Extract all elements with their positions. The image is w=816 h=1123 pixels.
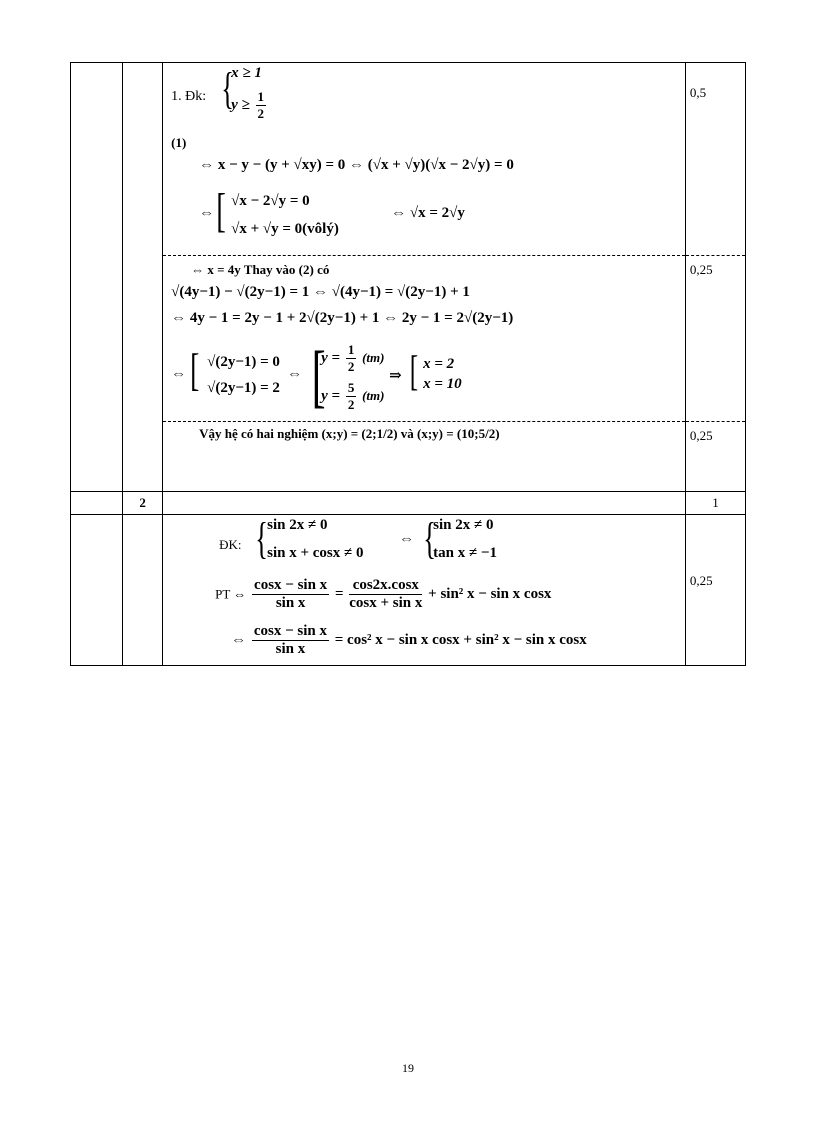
score-cell-1c: 0,25 (685, 422, 745, 492)
sys2a: sin 2x ≠ 0 (433, 517, 494, 533)
content-cell-3: ĐK: { sin 2x ≠ 0 sin x + cosx ≠ 0 ⇔ { sin 2x ≠ 0 tan x ≠ −1 PT ⇔ $\frac{\text{cosx − sin x}}{\text{sin x}}$ = $\frac{\cos 2x.\cos x}{\text{cosx + sin x}}$ + sin² x − sin x cosx ⇔ $\frac{\text{cosx − sin x}}{\text{sin x}}$ = cos² x − sin x cosx + sin² x − sin x cosx (163, 515, 686, 666)
equation-line-1: ⇔ x − y − (y + √xy) = 0 ⇔ (√x + √y)(√x − 2√y) = 0 (199, 157, 514, 173)
empty-col-cell (71, 63, 123, 492)
empty-content-cell-2 (163, 492, 686, 515)
answer-table (70, 62, 746, 666)
empty-col-cell-3 (71, 515, 123, 666)
content-cell-1b: ⇔ x = 4y Thay vào (2) có √(4y−1) − √(2y−1) = 1 ⇔ √(4y−1) = √(2y−1) + 1 ⇔ 4y − 1 = 2y − 1 + 2√(2y−1) + 1 ⇔ 2y − 1 = 2√(2y−1) ⇔ [ √(2y−1) = 0 √(2y−1) = 2 ⇔ [ y = $\frac{1}{2}$ (tm) y = $\frac{5}{2}$ (tm) ⇒ [ x = 2 x = 10 (163, 256, 686, 422)
sys1b: sin x + cosx ≠ 0 (267, 545, 364, 561)
empty-col-cell-2 (71, 492, 123, 515)
content-cell-1c (163, 422, 686, 492)
question-index: 2 (123, 492, 163, 515)
equation-line-3: ⇔ 4y − 1 = 2y − 1 + 2√(2y−1) + 1 ⇔ 2y − 1 = 2√(2y−1) (171, 310, 514, 326)
sys1a: sin 2x ≠ 0 (267, 517, 328, 533)
eq-ref: (1) (171, 135, 187, 150)
empty-index-cell-3 (123, 515, 163, 666)
page-number: 19 (402, 1061, 414, 1075)
dk-label: ĐK: (219, 537, 242, 552)
empty-index-cell (123, 63, 163, 492)
sys-a2: √(2y−1) = 2 (207, 380, 280, 396)
content-cell-1a: 1. Đk: { x ≥ 1 y ≥ $\frac{1}{2}$ (1) ⇔ x − y − (y + √xy) = 0 ⇔ (√x + √y)(√x − 2√y) = 0 ⇔ [ √x − 2√y = 0 √x + √y = 0(vôlý) ⇔ √x = 2√y (163, 63, 686, 256)
conclusion: Vậy hệ có hai nghiệm (x;y) = (2;1/2) và (x;y) = (10;5/2) (199, 426, 500, 441)
condition-x: x ≥ 1 (231, 65, 262, 81)
score-cell-1b: 0,25 (685, 256, 745, 422)
score-cell-3: 0,25 (685, 515, 745, 666)
sys2b: tan x ≠ −1 (433, 545, 497, 561)
y-value-2: y = $\frac{5}{2}$ (tm) (321, 380, 385, 412)
bracket: [ (216, 184, 226, 237)
sys-a1: √(2y−1) = 0 (207, 354, 280, 370)
case-a: √x − 2√y = 0 (231, 193, 310, 209)
pt-line-1: PT ⇔ $\frac{\text{cosx − sin x}}{\text{sin x}}$ = $\frac{\cos 2x.\cos x}{\text{cosx + sin x}}$ + sin² x − sin x cosx (215, 577, 552, 611)
substitution-line: ⇔ x = 4y Thay vào (2) có (191, 262, 330, 277)
y-value-1: y = $\frac{1}{2}$ (tm) (321, 342, 385, 374)
x-value-1: x = 2 (423, 356, 455, 372)
x-value-2: x = 10 (423, 376, 462, 392)
case-b: √x + √y = 0(vôlý) (231, 221, 339, 237)
pt-line-2: ⇔ $\frac{\text{cosx − sin x}}{\text{sin x}}$ = cos² x − sin x cosx + sin² x − sin x cosx (231, 623, 587, 657)
brace: { (221, 64, 235, 113)
part-label: 1. Đk: (171, 89, 207, 104)
condition-y: y ≥ $\frac{1}{2}$ (231, 89, 264, 121)
question-score: 1 (685, 492, 745, 515)
score-cell-1a: 0,5 (685, 63, 745, 256)
equation-line-2: √(4y−1) − √(2y−1) = 1 ⇔ √(4y−1) = √(2y−1) + 1 (171, 284, 470, 300)
case-result: ⇔ √x = 2√y (391, 205, 465, 221)
